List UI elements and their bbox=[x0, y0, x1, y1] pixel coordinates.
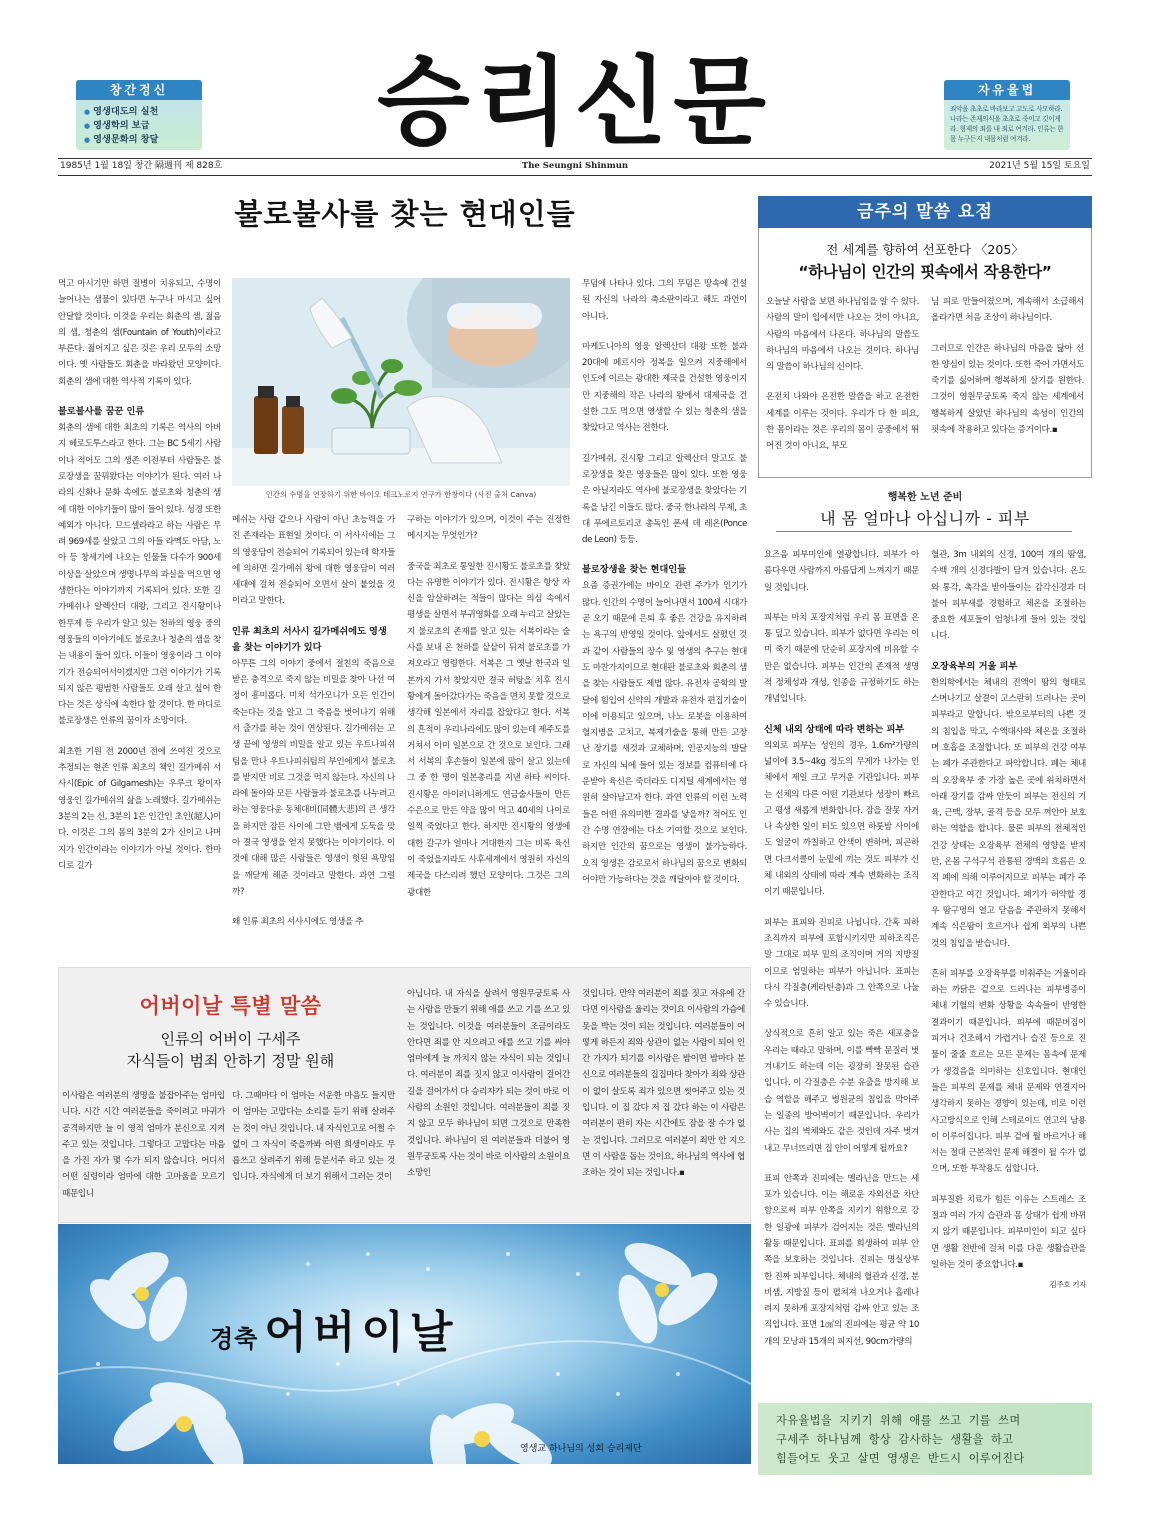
parents-day-subtitle: 자식들이 범죄 안하기 정말 원해 bbox=[126, 1052, 335, 1070]
paragraph: 피부는 표피와 진피로 나뉩니다. 간혹 피하조직까지 피부에 포함시키지만 피하조직은 말 그대로 피부 밑의 조직이며 거의 지방질이므로 엄밀하는 피부가 아닙니다. 표피는 다시 각질층(케라틴층)과 그 안쪽으로 나눌 수 있습니다. bbox=[764, 917, 919, 1010]
paragraph: 피부질환 치료가 힘든 이유는 스트레스 조절과 여러 가지 습관과 몸 상태가 쉽게 바뀌지 않기 때문입니다. 피부미인이 되고 싶다면 생활 전반에 걸쳐 이를 다운 생활습관을 일하는 것이 중요합니다.▪ bbox=[931, 1194, 1086, 1270]
parents-day-column-1 bbox=[62, 1088, 225, 1202]
paragraph: 온전치 나와야 온전한 말씀을 하고 온전한 세계를 이루는 것이다. 우리가 다 한 피요, 한 몸이라는 것은 우리의 몸이 공중에서 뛰어진 것이 아니요, 부모 bbox=[766, 392, 919, 452]
weekly-sermon-headline: “하나님이 인간의 핏속에서 작용한다” bbox=[798, 263, 1052, 281]
paragraph: 회춘의 샘에 대한 최초의 기록은 역사의 아버지 헤로도투스라고 한다. 그는 BC 5세기 사람이나 적어도 그의 생존 이전부터 사람들은 불로장생을 꿈꿔왔다는 이야기가 된다. 여러 나라의 신화나 문화 속에도 불로초와 청춘의 샘에 대한 이야기들이 많이 들어 있다. 성경 또한 예외가 아니다. 므드셀라라고 하는 사람은 무려 969세를 살았고 그의 아들 라멕도 아담, 노아 등 창세기에 나오는 인물들 다수가 900세 이상을 살았으며 생명나무의 과실을 먹으면 영생한다는 이야기까지 기록되어 있다. 또한 길가메쉬나 알렉산더 대왕, 그리고 진시황이나 한무제 등 우리가 알고 있는 천하의 영웅 중의 영웅들의 이야기에도 불로초나 청춘의 샘을 찾는 내용이 들어 있다. 이들이 영웅이라 그 이야기가 전승되어서이겠지만 그런 이야기가 기록되지 않은 평범한 사람들도 오래 살고 싶어 한다는 것은 상식에 속한다 할 것이다. 한 마디로 불로장생은 인류의 꿈이자 소망이다. bbox=[58, 423, 221, 727]
paragraph: 메쉬는 사람 같으나 사람이 아닌 초능력을 가진 존재라는 표현일 것이다. 이 서사시에는 그의 영웅담이 전승되어 기록되어 있는데 학자들에 의하면 길가메쉬 왕에 대한 영웅담이 여러 세대에 걸쳐 전승되어 오면서 살이 붙었을 것이라고 말한다. bbox=[232, 515, 395, 607]
paragraph: 흔히 피부를 오장육부를 비춰주는 거울이라 하는 까닭은 겉으로 드러나는 피부병증이 체내 기혈의 변화 상황을 속속들이 반영한 결과이기 때문입니다. 피부에 때문버짐이 피거나 건조해서 가렵거나 습진 등으로 진물이 줄줄 흐르는 모든 문제는 몸속에 문제가 생겼음을 의미하는 신호입니다. 현대인들은 피부의 문제를 체내 문제와 연결지어 생각하지 못하는 경향이 있는데, 비로 이런 사고방식으로 인해 스테로이드 연고의 남용이 이루어집니다. 피부 겉에 뭘 바르거나 해서는 절대 근본적인 문제 해결이 될 수가 없으며, 또한 부작용도 심합니다. bbox=[931, 968, 1086, 1175]
founding-spirit-box bbox=[76, 80, 202, 150]
paragraph: 중국을 최초로 통일한 진시황도 불로초를 찾았다는 유명한 이야기가 있다. 진시황은 항상 자신을 암살하려는 적들이 많다는 의심 속에서 평생을 살면서 부귀영화를 오래 누리고 살았는지 불로초의 존재를 알고 있는 서복이라는 술사를 보내 온 천하를 샅샅이 뒤져 불로초를 가져오라고 명령한다. 서복은 그 옛날 한국과 일본까지 가서 찾았지만 결국 허탕을 치후 진시황에게 돌아갔다가는 죽음을 면치 못할 것으로 생각해 일본에서 자리를 잡았다고 한다. 서복의 흔적이 우리나라에도 많이 있는데 제주도를 거쳐서 이미 일본으로 간 것으로 보인다. 그래서 서복의 후손들이 일본에 많이 살고 있는데 그 중 한 명이 일본총리를 지낸 하타 씨이다. 진시황은 아이러니하게도 연금술사들이 만든 수은으로 만든 약을 많이 먹고 40세의 나이로 일찍 죽었다고 한다. 하지만 진시황의 영생에 대한 갈구가 얼마나 거대한지 그는 비록 육신이 죽었을지라도 사후세계에서 영원히 자신의 제국을 다스리려 했던 모양이다. 그것은 그의 광대한 bbox=[407, 561, 570, 898]
parents-day-title: 어버이날 특별 말씀 bbox=[139, 994, 322, 1018]
founding-spirit-title: 창간정신 bbox=[76, 80, 202, 100]
main-headline: 불로불사를 찾는 현대인들 bbox=[234, 197, 576, 231]
section-subheading: 인류 최초의 서사시 길가메쉬에도 영생을 찾는 이야기가 있다 bbox=[232, 625, 387, 653]
free-law-box bbox=[944, 80, 1070, 150]
paragraph: 다. 그때마다 이 엄마는 서운한 마음도 들지만 이 엄마는 고맙다는 소리를 듣기 위해 살려주는 것이 아닌 것입니다. 내 자식인고로 어쩔 수 없이 그 자식이 죽을까봐 어떤 희생이라도 무릅쓰고 살려주기 위해 등분서주 하고 있는 것입니다. 자식에게 더 보기 위해서 그러는 것이 bbox=[232, 1091, 395, 1183]
dateline bbox=[58, 158, 1092, 176]
paragraph: 요즈음 피부미인에 열광합니다. 피부가 아름다우면 사람까지 아름답게 느껴지기 때문일 것입니다. bbox=[764, 550, 919, 593]
main-article-column-1 bbox=[58, 276, 221, 874]
byline: 김주호 기자 bbox=[1049, 1280, 1086, 1290]
motto-line: 구세주 하나님께 항상 감사하는 생활을 하고 bbox=[776, 1433, 1014, 1446]
weekly-sermon-column-2 bbox=[931, 294, 1084, 438]
main-article-column-2 bbox=[232, 512, 395, 931]
lab-photo-illustration bbox=[232, 278, 570, 486]
founding-spirit-item: ● 영생학의 보급 bbox=[84, 119, 202, 133]
weekly-sermon-series: 전 세계를 향하여 선포한다 〈205〉 bbox=[826, 242, 1024, 257]
parents-day-column-2 bbox=[232, 1088, 395, 1186]
banner-parents-day: 어버이날 bbox=[264, 1307, 459, 1358]
health-article-kicker: 행복한 노년 준비 bbox=[887, 492, 963, 503]
paragraph: 피부는 마치 포장지처럼 우리 몸 표면을 온통 덮고 있습니다. 피부가 없다면 우리는 이미 죽기 때문에 단순히 포장지에 비유할 수만은 없습니다. 피부는 인간의 존재적 생명적 정체성과 개성, 인종을 규정하기도 하는 개념입니다. bbox=[764, 612, 919, 705]
free-law-text: 죄악을 초초로 바라보고 고도로 사모하라. 나라는 존재의식을 초초로 죽이고 깃이게 라. 형제의 죄를 내 죄로 여겨라. 인류는 한 몸 누구든지 내몸처럼 여겨라. bbox=[950, 105, 1064, 143]
health-article-title: 내 몸 얼마나 아십니까 - 피부 bbox=[820, 509, 1030, 528]
weekly-sermon-column-1 bbox=[766, 294, 919, 455]
paragraph: 표피 안쪽과 진피에는 멜라닌을 만드는 세포가 있습니다. 이는 해로운 자외선을 차단함으로써 피부 안쪽을 지키기 위함으로 강한 일광에 피부가 검어지는 것은 멜라닌의 활동 때문입니다. 표피를 희생하여 피부 안쪽을 보호하는 것입니다. 진피는 명실상부한 진짜 피부입니다. 체내의 혈관과 신경, 분비샘, 지방질 등이 펼쳐져 나오거나 흡레나려지 못하게 포장지처럼 감싸 안고 있는 조직입니다. 표면 1㎠의 진피에는 평균 약 10개의 모낭과 15개의 피지선, 90cm가량의 bbox=[764, 1173, 919, 1347]
divider bbox=[776, 531, 1072, 532]
paragraph: 한의학에서는 체내의 진액이 땀의 형태로 스며나기고 살결이 고스란히 드러나는 곳이 피부라고 말합니다. 밖으로부터의 나쁜 것의 침입을 막고, 수액대사와 체온을 조절하며 호흡을 조절합니다. 또 피부의 건강 여부는 폐가 주관한다고 파악합니다. 폐는 체내의 오장육부 중 가장 높은 곳에 위치하면서 아래 장기를 감싸 안듯이 피부는 전신의 기육, 근맥, 장부, 골격 등을 모두 껴안아 보호하는 역할을 합니다. 물론 피부의 전체적인 건강 상태는 오장육부 전체의 영향을 받지만, 온몸 구석구석 관통된 경맥의 흐름은 오직 폐에 의해 이루어지므로 피부는 폐가 주관한다고 여긴 것입니다. 폐기가 허약할 경우 땀구멍의 열고 닫음을 주관하지 못해서 계속 식은땀이 흐르거나 쉽게 외부의 나쁜 것의 침입을 받습니다. bbox=[931, 677, 1086, 949]
paragraph: 오늘날 사람을 보면 하나님임을 알 수 있다. 사람의 말이 입에서만 나오는 것이 아니요, 사람의 마음에서 나온다. 하나님의 말씀도 하나님의 마음에서 나오는 것이다. 하나님의 말씀이 하나님의 신이다. bbox=[766, 297, 919, 373]
paragraph: 마케도니아의 영웅 알렉산더 대왕 또한 불과 20대에 페르시아 정복을 일으켜 지중해에서 인도에 이르는 광대한 제국을 건설한 영웅이지만 지중해의 작은 나라의 왕에서 대제국을 건설한 그도 먹으면 영생할 수 있는 청춘의 샘을 찾았다고 역사는 전한다. bbox=[582, 341, 747, 434]
english-title: The Seungni Shinmun bbox=[521, 161, 629, 171]
paragraph: 최초한 기원 전 2000년 전에 쓰여진 것으로 추정되는 현존 인류 최초의 책인 길가메쉬 서사시(Epic of Gilgamesh)는 우루크 왕이자 영웅인 길가메쉬의 삶을 노래했다. 길가메쉬는 3분의 2는 신, 3분의 1은 인간인 초인(超人)이다. 이것은 그의 몸의 3분의 2가 신이고 나머지가 인간이라는 이야기가 아닐 것이다. 한마디로 길가 bbox=[58, 746, 222, 871]
banner-footer: 영생교 하나님의 성회 승리제단 bbox=[520, 1444, 642, 1454]
paragraph: 구하는 이야기가 있으며, 이것이 주는 진정한 메시지는 무엇인가? bbox=[407, 515, 570, 542]
founding-spirit-item: ● 영생문화의 창달 bbox=[84, 133, 202, 147]
free-law-title: 자유율법 bbox=[944, 80, 1070, 100]
motto-box bbox=[758, 1403, 1092, 1475]
paragraph: 혈관, 3m 내외의 신경, 100여 개의 땀샘, 수백 개의 신경다발이 담겨 있습니다. 온도와 통각, 촉각을 받아들이는 감각신경과 더불어 피부새를 경험하고 체온을 조절하는 중요한 세포들이 엄청나게 들어 있는 것입니다. bbox=[931, 550, 1086, 642]
lab-research-photo bbox=[232, 278, 570, 486]
issue-info: 1985년 1월 18일 창간 隔週刊 제 828호 bbox=[60, 161, 223, 171]
paragraph: 상식적으로 흔히 알고 있는 죽은 세포층을 우리는 때라고 말하며, 이를 빡빡 문질러 벗겨내기도 하는데 이는 굉장히 잘못된 습관입니다. 이 각질층은 수분 유출을 방지해 보습 역할을 해주고 병원균의 침입을 막아주는 일종의 방어벽이기 때문입니다. 우리가 사는 집의 벽체와도 같은 것인데 자주 벗겨내고 무너뜨리면 집 안이 어떻게 될까요? bbox=[764, 1029, 919, 1154]
photo-caption: 인간의 수명을 연장하기 위한 바이오 테크노로지 연구가 한창이다 (사진 출처 Canva) bbox=[265, 490, 537, 499]
issue-date: 2021년 5월 15일 토요일 bbox=[989, 161, 1090, 171]
paragraph: 길가메쉬, 진시황 그리고 알렉산더 말고도 불로장생을 찾은 영웅들은 많이 있다. 또한 영웅은 아닐지라도 역사에 불로장생을 찾았다는 기록을 남긴 이들도 많다. 중국 한나라의 무제, 초대 푸에르토리코 총독인 폰세 데 레온(Ponce de Leon) 등등. bbox=[582, 453, 747, 546]
paragraph: 것입니다. 만약 여러분이 죄를 짓고 자유에 간다면 이사람을 울리는 것이요 이사람의 가슴에 못을 박는 것이 되는 것입니다. 여러분들이 어떻게 하든지 죄와 상관이 없는 사람이 되어 인간 가지가 되기를 이사람은 밤이면 밤마다 분신으로 여러분들의 집집마다 찾아가 죄와 상관이 없이 살도록 죄가 있으면 씻어주고 있는 것입니다. 이 집 갔다 저 집 갔다 하는 이 사람은 여러분이 편히 자는 시간에도 잠을 잘 수가 없는 것입니다. 그러므로 여러분이 죄만 안 지으면 이 사람을 돕는 것이요, 하나님의 역사에 협조하는 것이 되는 것입니다.▪ bbox=[582, 989, 745, 1179]
paragraph: 아무튼 그의 이야기 중에서 절친의 죽음으로 받은 충격으로 죽지 않는 비밀을 찾아 나선 여정이 흥미롭다. 미치 석가모니가 모든 인간이 죽는다는 것을 알고 그 죽음을 벗어나기 위해서 출가를 하는 것이 연상된다. 길가메쉬는 고생 끝에 영생의 비밀을 알고 있는 우트나피쉬팀을 만나 우트나피쉬팀의 부인에게서 불로초를 받지만 비로 그것을 먹지 않는다. 자신의 나라에 돌아와 모든 사람들과 불로초를 나누려고 하는 영웅다운 동체대비(同體大悲)의 큰 생각을 하지만 잠든 사이에 그만 뱀에게 도둑을 맞아 결국 영생을 얻지 못했다는 이야기이다. 이것에 대해 많은 사람들은 영생이 헛된 욕망임을 깨닫게 해준 것이라고 말한다. 과연 그럴까? bbox=[232, 658, 395, 897]
weekly-sermon-title: 금주의 말씀 요점 bbox=[758, 196, 1092, 228]
paragraph: 무덤에 나타나 있다. 그의 무덤은 땅속에 건설된 자신의 나라의 축소판이라고 해도 과언이 아니다. bbox=[582, 279, 747, 322]
main-article-column-3 bbox=[407, 512, 570, 901]
parents-day-subtitle: 인류의 어버이 구세주 bbox=[160, 1030, 301, 1048]
motto-line: 자유율법을 지키기 위해 애를 쓰고 기를 쓰며 bbox=[776, 1414, 1021, 1427]
paragraph: 의외로 피부는 성인의 경우, 1.6m²가량의 넓이에 3.5~4kg 정도의 무게가 나가는 인체에서 제일 크고 무거운 기관입니다. 피부는 신체의 다른 어떤 기관보다 성장이 빠르고 평생 새롭게 변화합니다. 잠을 잘못 자거나 속상한 일이 터도 있으면 하룻밤 사이에도 얼굴이 까칠하고 안색이 변하며, 피곤하면 다크서클이 눈밑에 끼는 것도 피부가 신체 내외의 상태에 따라 계속 변화하는 조직이기 때문입니다. bbox=[764, 740, 919, 898]
newspaper-title: 승리신문 bbox=[377, 46, 772, 158]
section-subheading: 신체 내외 상태에 따라 변하는 피부 bbox=[764, 723, 905, 735]
paragraph: 님 피로 만들어졌으며, 계속해서 소급해서 올라가면 처음 조상이 하나님이다. bbox=[931, 297, 1084, 324]
section-subheading: 불로불사를 꿈꾼 인류 bbox=[58, 406, 145, 418]
paragraph: 그러므로 인간은 하나님의 마음을 닮아 선한 양심이 있는 것이다. 또한 죽어 가면서도 죽기를 싫어하며 행복하게 살기를 원한다. 그것이 영원무궁토록 죽지 않는 세계에서 행복하게 살았던 하나님의 속성이 인간의 핏속에 작용하고 있다는 증거이다.▪ bbox=[931, 343, 1084, 436]
paragraph: 이사람은 여러분의 생명을 불잡아주는 엄마입니다. 시간 시간 여러분들을 죽이려고 마귀가 공격하지만 늘 이 영적 엄마가 분신으로 지켜주고 있는 것입니다. 그렇다고 고맙다는 마음을 가진 자가 몇 수가 되지 않습니다. 어디서 어떤 실령이라 엄마에 대한 고마움을 모르기 때문입니 bbox=[62, 1091, 225, 1199]
banner-congrats: 경축 bbox=[210, 1325, 259, 1353]
parents-day-column-4 bbox=[582, 986, 745, 1182]
motto-line: 힘들어도 웃고 살면 영생은 반드시 이루어진다 bbox=[776, 1452, 1025, 1465]
paragraph: 먹고 마시기만 하면 질병이 치유되고, 수명이 늘어나는 샘물이 있다면 누구나 마시고 싶어 안달할 것이다. 이것을 우리는 회춘의 샘, 젊음의 샘, 청춘의 샘(Fountain of Youth)이라고 부른다. 젊어지고 싶은 것은 우리 모두의 소망이다. 옛 사람들도 회춘을 바라왔던 모양이다. 회춘의 샘에 대한 역사적 기록이 있다. bbox=[58, 279, 221, 387]
founding-spirit-item: ● 영생대도의 실천 bbox=[84, 105, 202, 119]
paragraph: 요즘 증권가에는 바이오 관련 주가가 인기가 많다. 인간의 수명이 늘어나면서 100세 시대가 곧 오기 때문에 은퇴 후 좋은 건강을 유지하려는 욕구의 반영일 것이다. 앞에서도 살폈던 것과 같이 사람들의 장수 및 영생의 추구는 현대도 마찬가지이므로 현대판 불로초와 회춘의 샘을 찾는 사람들도 제법 많다. 유전자 공학의 발달에 힘입어 신약의 개발과 유전자 편집기술이 이에 이용되고 있으며, 나노 로봇을 이용하여 혈지병을 고치고, 복제기술을 통해 만든 고장난 장기를 새것과 교체하며, 인공지능의 발달로 자신의 뇌에 들어 있는 정보를 컴퓨터에 다운받아 육신은 죽더라도 디지털 세계에서는 영원히 살아남고자 한다. 과연 인류의 이런 노력들은 어떤 유의미한 결과를 낳을까? 적어도 인간 수명 연장에는 다소 기여할 것으로 보인다. 하지만 인간의 꿈으로는 영생이 불가능하다. 오직 영생은 감로로서 하나님의 꿈으로 변화되어야만 가능하다는 것을 깨달아야 할 것이다. bbox=[582, 581, 747, 885]
banner-headline bbox=[210, 1296, 458, 1360]
health-article-column-1 bbox=[764, 547, 919, 1350]
parents-day-column-3 bbox=[407, 986, 570, 1182]
section-subheading: 불로장생을 찾는 현대인들 bbox=[582, 564, 687, 576]
main-article-column-4 bbox=[582, 276, 747, 888]
health-article-column-2 bbox=[931, 547, 1086, 1293]
section-subheading: 오장육부의 거울 피부 bbox=[931, 660, 1018, 672]
paragraph: 왜 인류 최초의 서사시에도 영생을 추 bbox=[232, 917, 364, 928]
paragraph: 아닙니다. 내 자식을 살려서 영원무궁토록 사는 사람을 만들기 위해 애를 쓰고 기를 쓰고 있는 것입니다. 이것을 여러분들이 조금이라도 안다면 죄를 안 지으려고 애를 쓰고 기를 써야 엄마에게 늘 까치지 않는 자식이 되는 것입니다. 여러분이 죄를 짓지 않고 이사람이 걸어간 길을 걸어가서 다 승리자가 되는 것이 바로 이사람의 소원인 것입니다. 여러분들이 죄를 짓지 않고 모두 하나님이 되면 그것으로 만족한 것입니다. 하나님이 된 여러분들과 더불어 영원무궁토록 사는 것이 바로 이사람의 소원이요 소망인 bbox=[407, 989, 570, 1179]
